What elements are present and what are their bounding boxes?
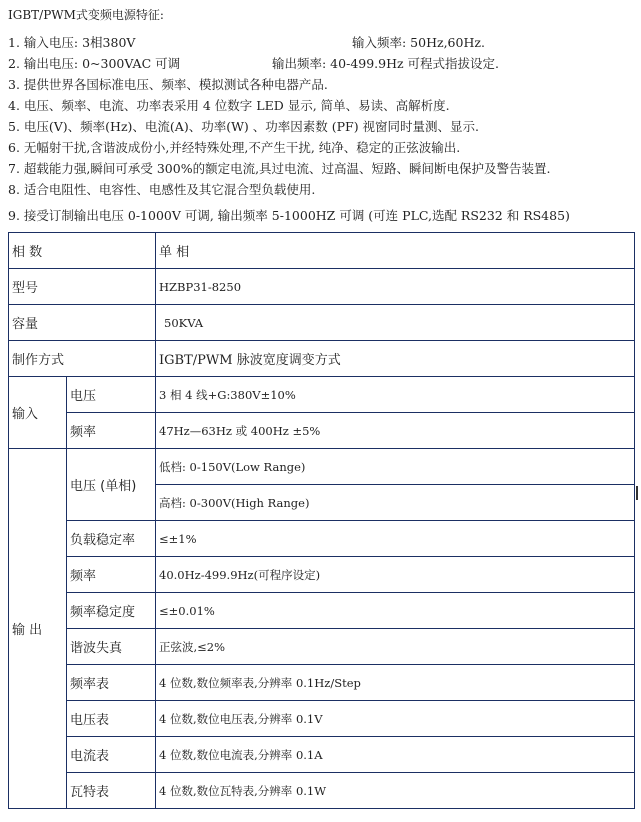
table-row [9,413,635,449]
table-row [9,341,635,377]
table-row [9,665,635,701]
feature-2-extra: 输出频率: 40-499.9Hz 可程式指拔设定. [272,56,500,71]
output-row-label: 电流表 [67,737,156,773]
features-heading: IGBT/PWM式变频电源特征: [8,8,164,22]
output-row-value: 4 位数,数位瓦特表,分辨率 0.1W [156,773,635,809]
input-freq-value: 47Hz—63Hz 或 400Hz ±5% [156,413,635,449]
output-row-value: 4 位数,数位电压表,分辨率 0.1V [156,701,635,737]
method-label: 制作方式 [9,341,156,377]
table-row [9,593,635,629]
table-row [9,449,635,485]
output-row-label: 电压表 [67,701,156,737]
table-row [9,701,635,737]
output-row-label: 谐波失真 [67,629,156,665]
input-voltage-label: 电压 [67,377,156,413]
table-row [9,269,635,305]
feature-7: 7. 超载能力强,瞬间可承受 300%的额定电流,具过电流、过高温、短路、瞬间断电保护及警告装置. [8,161,551,176]
params-value: 单 相 [156,233,635,269]
table-row [9,305,635,341]
table-row [9,557,635,593]
table-row [9,521,635,557]
spec-table [8,232,635,809]
text-cursor [636,486,638,500]
input-label: 输入 [9,377,67,449]
output-label: 输 出 [9,449,67,809]
capacity-label: 容量 [9,305,156,341]
params-label: 相 数 [9,233,156,269]
output-row-label: 频率表 [67,665,156,701]
input-freq-label: 频率 [67,413,156,449]
feature-1: 1. 输入电压: 3相380V [8,35,136,50]
output-row-value: 4 位数,数位频率表,分辨率 0.1Hz/Step [156,665,635,701]
input-voltage-value: 3 相 4 线+G:380V±10% [156,377,635,413]
output-voltage-label: 电压 (单相) [67,449,156,521]
feature-6: 6. 无幅射干扰,含谐波成份小,并经特殊处理,不产生干扰, 纯净、稳定的正弦波输出. [8,140,461,155]
output-voltage-low: 低档: 0-150V(Low Range) [156,449,635,485]
output-row-value: 40.0Hz-499.9Hz(可程序设定) [156,557,635,593]
output-row-label: 瓦特表 [67,773,156,809]
table-row [9,233,635,269]
table-row [9,773,635,809]
output-row-label: 频率稳定度 [67,593,156,629]
feature-8: 8. 适合电阻性、电容性、电感性及其它混合型负载使用. [8,182,316,197]
feature-4: 4. 电压、频率、电流、功率表采用 4 位数字 LED 显示, 简单、易读、高解析度. [8,98,450,113]
output-row-value: 4 位数,数位电流表,分辨率 0.1A [156,737,635,773]
capacity-value: 50KVA [156,305,635,341]
method-value: IGBT/PWM 脉波宽度调变方式 [156,341,635,377]
feature-1-extra: 输入频率: 50Hz,60Hz. [352,35,485,50]
output-row-value: ≤±1% [156,521,635,557]
output-voltage-high: 高档: 0-300V(High Range) [156,485,635,521]
model-value: HZBP31-8250 [156,269,635,305]
output-row-label: 负载稳定率 [67,521,156,557]
feature-5: 5. 电压(V)、频率(Hz)、电流(A)、功率(W) 、功率因素数 (PF) 视窗同时量测、显示. [8,119,480,134]
output-row-label: 频率 [67,557,156,593]
table-row [9,737,635,773]
feature-2: 2. 输出电压: 0~300VAC 可调 [8,56,181,71]
output-row-value: 正弦波,≤2% [156,629,635,665]
table-row [9,629,635,665]
model-label: 型号 [9,269,156,305]
feature-3: 3. 提供世界各国标准电压、频率、模拟测试各种电器产品. [8,77,328,92]
output-row-value: ≤±0.01% [156,593,635,629]
feature-9: 9. 接受订制输出电压 0-1000V 可调, 输出频率 5-1000HZ 可调 (可连 PLC,选配 RS232 和 RS485) [8,208,570,223]
table-row [9,377,635,413]
